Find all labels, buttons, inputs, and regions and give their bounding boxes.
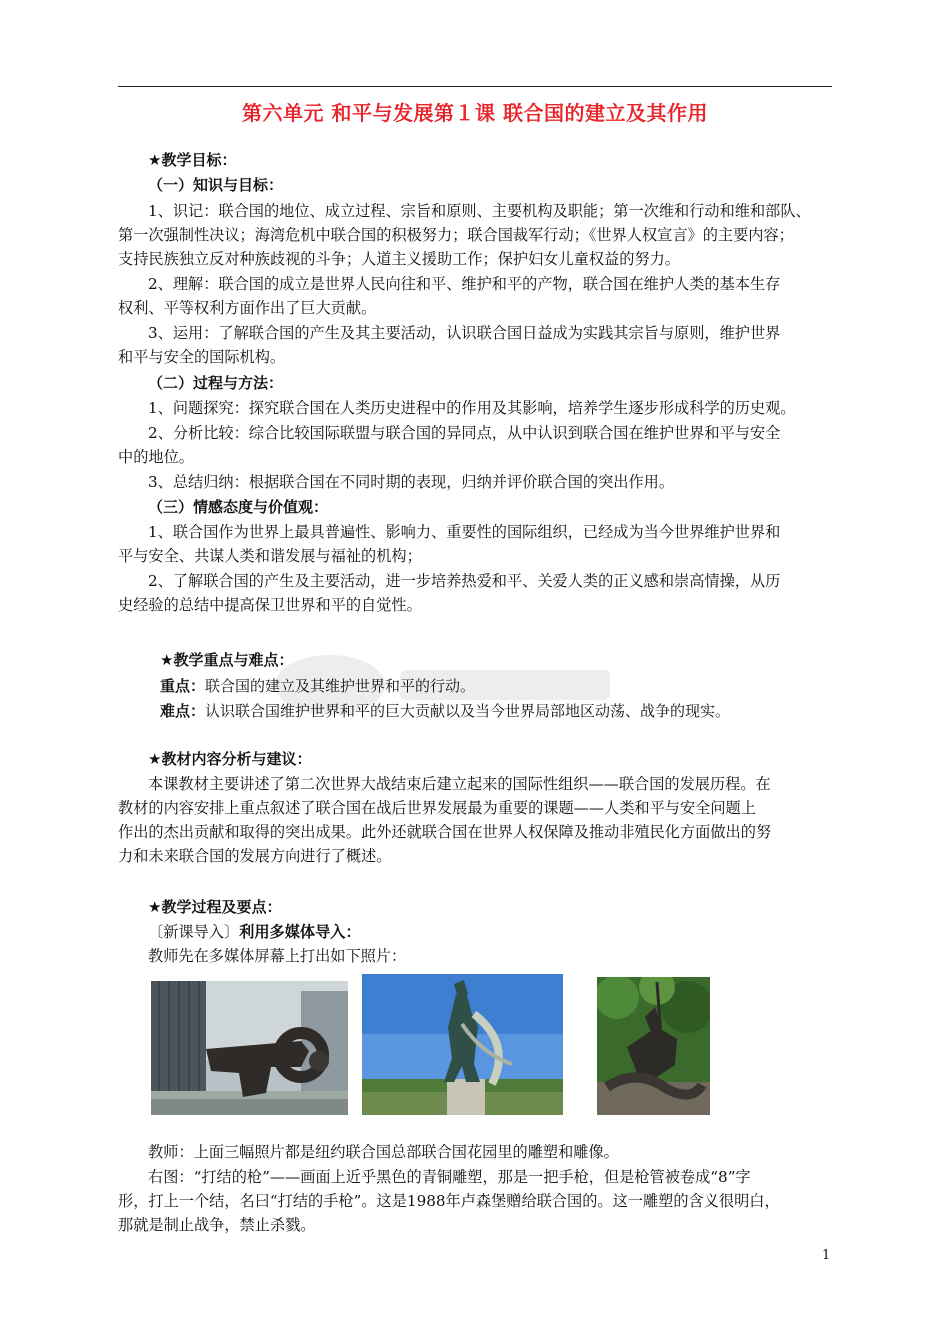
difficulty-line [160,699,876,723]
paragraph-line: 2、了解联合国的产生及主要活动，进一步培养热爱和平、关爱人类的正义感和崇高情操，从历 [148,572,781,590]
paragraph-line: 形，打上一个结，名曰“打结的手枪”。这是1988年卢森堡赠给联合国的。这一雕塑的含义很明白， [118,1192,780,1210]
paragraph-line: 第一次强制性决议；海湾危机中联合国的积极努力；联合国裁军行动；《世界人权宣言》的主要内容； [118,226,794,244]
focus-line [160,674,876,698]
paragraph-line: 支持民族独立反对种族歧视的斗争；人道主义援助工作；保护妇女儿童权益的努力。 [118,250,680,268]
st-george-statue-photo [597,977,710,1115]
paragraph-line: 教师先在多媒体屏幕上打出如下照片： [148,947,407,965]
page-title: 第六单元 和平与发展第１课 联合国的建立及其作用 [242,101,708,125]
focus-label: 重点： [160,677,206,695]
difficulty-label: 难点： [160,702,206,720]
knotted-gun-photo [151,981,348,1115]
paragraph-line: 1、问题探究：探究联合国在人类历史进程中的作用及其影响，培养学生逐步形成科学的历史观。 [148,399,796,417]
objectives-sub-values: （三）情感态度与价值观： [148,498,329,516]
paragraph-line: 作出的杰出贡献和取得的突出成果。此外还就联合国在世界人权保障及推动非殖民化方面做出的努 [118,823,772,841]
keypoints-heading: ★教学重点与难点： [160,651,294,669]
objectives-sub-knowledge: （一）知识与目标： [148,176,284,194]
statue-photo [362,974,563,1115]
header-rule [118,86,832,87]
paragraph-line: 3、运用：了解联合国的产生及其主要活动，认识联合国日益成为实践其宗旨与原则，维护世界 [148,324,781,342]
analysis-heading: ★教材内容分析与建议： [148,750,312,768]
paragraph-line: 和平与安全的国际机构。 [118,348,286,366]
objectives-heading: ★教学目标： [148,151,237,169]
paragraph-line: 3、总结归纳：根据联合国在不同时期的表现，归纳并评价联合国的突出作用。 [148,473,675,491]
paragraph-line: 本课教材主要讲述了第二次世界大战结束后建立起来的国际性组织——联合国的发展历程。在 [148,775,771,793]
paragraph-line: 2、分析比较：综合比较国际联盟与联合国的异同点，从中认识到联合国在维护世界和平与安全 [148,424,781,442]
paragraph-line: 力和未来联合国的发展方向进行了概述。 [118,847,392,865]
process-heading: ★教学过程及要点： [148,898,282,916]
paragraph-line: 1、识记：联合国的地位、成立过程、宗旨和原则、主要机构及职能；第一次维和行动和维和部队、 [148,202,811,220]
paragraph-line: 权利、平等权利方面作出了巨大贡献。 [118,299,377,317]
paragraph-line: 右图：“打结的枪”——画面上近乎黑色的青铜雕塑，那是一把手枪，但是枪管被卷成“8”字 [148,1168,751,1186]
objectives-sub-process: （二）过程与方法： [148,374,284,392]
focus-text: 联合国的建立及其维护世界和平的行动。 [205,677,476,695]
paragraph-line: 那就是制止战争，禁止杀戮。 [118,1216,316,1234]
paragraph-line: 教材的内容安排上重点叙述了联合国在战后世界发展最为重要的课题——人类和平与安全问题上 [118,799,756,817]
paragraph-line: 史经验的总结中提高保卫世界和平的自觉性。 [118,596,422,614]
paragraph-line: 中的地位。 [118,448,194,466]
intro-line [148,920,834,944]
intro-text: 利用多媒体导入： [239,923,361,941]
paragraph-line: 平与安全、共谋人类和谐发展与福祉的机构； [118,547,422,565]
difficulty-text: 认识联合国维护世界和平的巨大贡献以及当今世界局部地区动荡、战争的现实。 [205,702,731,720]
page-number: 1 [822,1248,831,1263]
paragraph-line: 1、联合国作为世界上最具普遍性、影响力、重要性的国际组织，已经成为当今世界维护世界和 [148,523,781,541]
paragraph-line: 2、理解：联合国的成立是世界人民向往和平、维护和平的产物，联合国在维护人类的基本生存 [148,275,781,293]
paragraph-line: 教师：上面三幅照片都是纽约联合国总部联合国花园里的雕塑和雕像。 [148,1143,619,1161]
intro-label: 〔新课导入〕 [148,923,240,941]
